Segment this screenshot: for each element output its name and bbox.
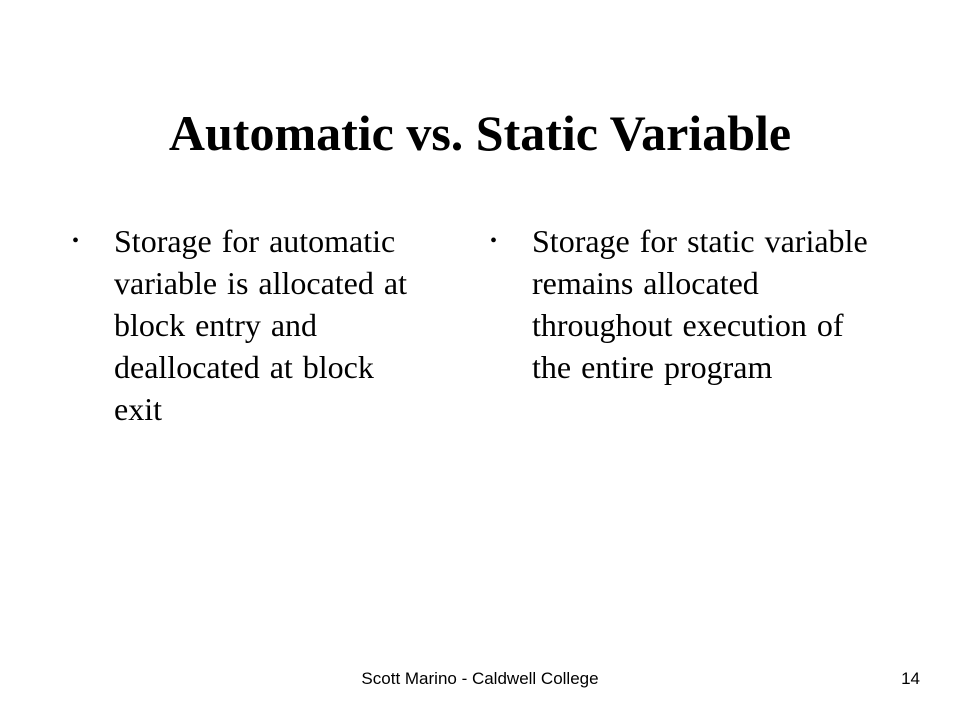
- slide-title: Automatic vs. Static Variable: [168, 105, 792, 161]
- left-column: [72, 220, 412, 430]
- footer-credit: Scott Marino - Caldwell College: [361, 669, 599, 688]
- right-column: [490, 220, 870, 388]
- bullet-icon: •: [490, 230, 498, 252]
- bullet-item-automatic: [72, 220, 412, 430]
- bullet-icon: •: [72, 230, 80, 252]
- bullet-text-static: Storage for static variable remains allocated throughout execution of the entire program: [532, 223, 868, 385]
- slide-number: 14: [901, 669, 920, 688]
- bullet-item-static: [490, 220, 870, 388]
- bullet-text-automatic: Storage for automatic variable is allocated at block entry and deallocated at block exit: [114, 223, 407, 427]
